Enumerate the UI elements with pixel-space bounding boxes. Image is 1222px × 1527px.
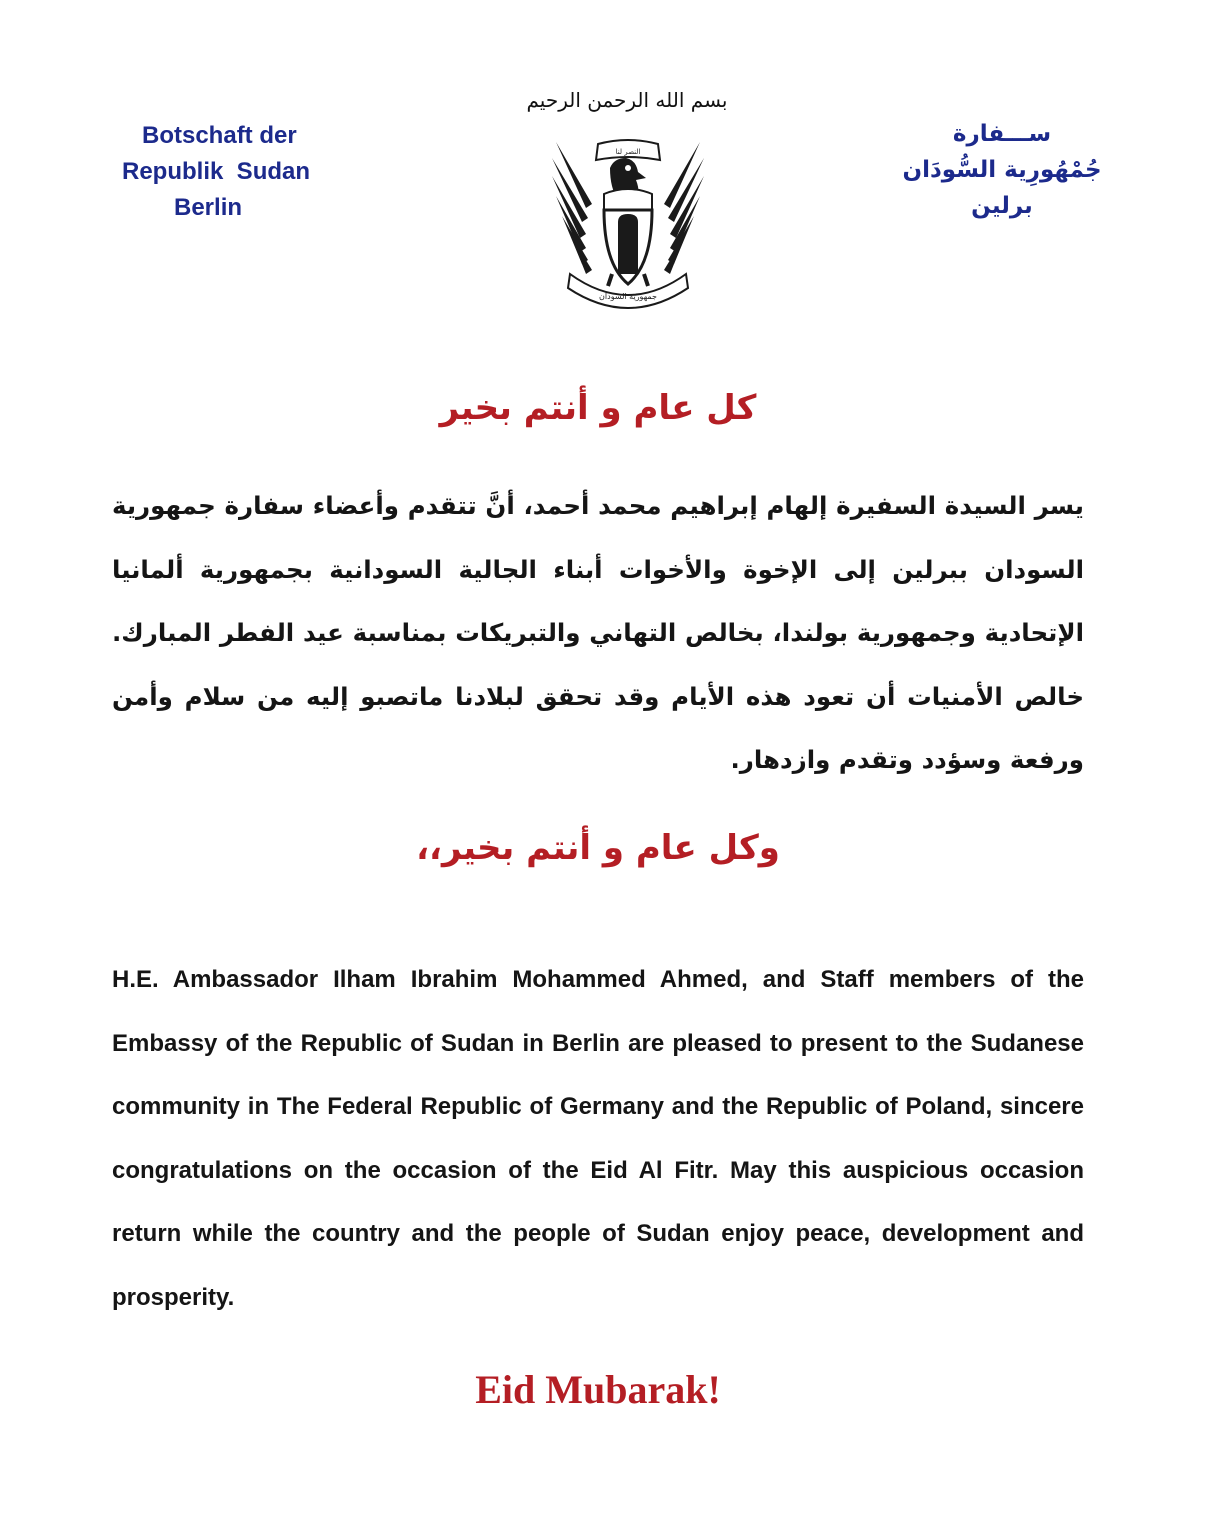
sudan-coat-of-arms-icon — [548, 134, 708, 312]
message-english: H.E. Ambassador Ilham Ibrahim Mohammed Ahmed, and Staff members of the Embassy of the Republic of Sudan in Berlin are pleased to present to the Sudanese community in The Federal Republic of Germany and the Republic of Poland, sincere congratulations on the occasion of the Eid Al Fitr. May this auspicious occasion return while the country and the people of Sudan enjoy peace, development and prosperity. — [112, 966, 1084, 1311]
german-line-2: Republik Sudan — [122, 158, 311, 185]
german-line-3: Berlin — [174, 194, 243, 221]
closing-greeting-arabic: وكل عام و أنتم بخير،، — [416, 828, 780, 868]
arabic-line-2: جُمْهُورِية السُّودَان — [902, 157, 1102, 183]
closing-greeting-english: Eid Mubarak! — [475, 1367, 721, 1412]
basmala: بسم الله الرحمن الرحيم — [526, 88, 728, 112]
embassy-name-german — [122, 118, 322, 226]
german-line-1: Botschaft der — [142, 122, 297, 149]
message-arabic: يسر السيدة السفيرة إلهام إبراهيم محمد أحمد، أنَّ تتقدم وأعضاء سفارة جمهورية السودان ببرلين إلى الإخوة والأخوات أبناء الجالية السودانية بجمهورية ألمانيا الإتحادية وجمهورية بولندا، بخالص التهاني والتبريكات بمناسبة عيد الفطر المبارك. خالص الأمنيات أن تعود هذه الأيام وقد تحقق لبلادنا ماتصبو إليه من سلام وأمن ورفعة وسؤدد وتقدم وازدهار. — [112, 491, 1084, 774]
svg-text:جمهورية السودان: جمهورية السودان — [599, 292, 657, 301]
embassy-name-arabic — [872, 116, 1132, 224]
greeting-title-arabic: كل عام و أنتم بخير — [439, 388, 757, 428]
arabic-line-1: ســـفارة — [952, 121, 1052, 147]
svg-text:النصر لنا: النصر لنا — [615, 148, 641, 156]
arabic-line-3: برلين — [971, 193, 1033, 219]
